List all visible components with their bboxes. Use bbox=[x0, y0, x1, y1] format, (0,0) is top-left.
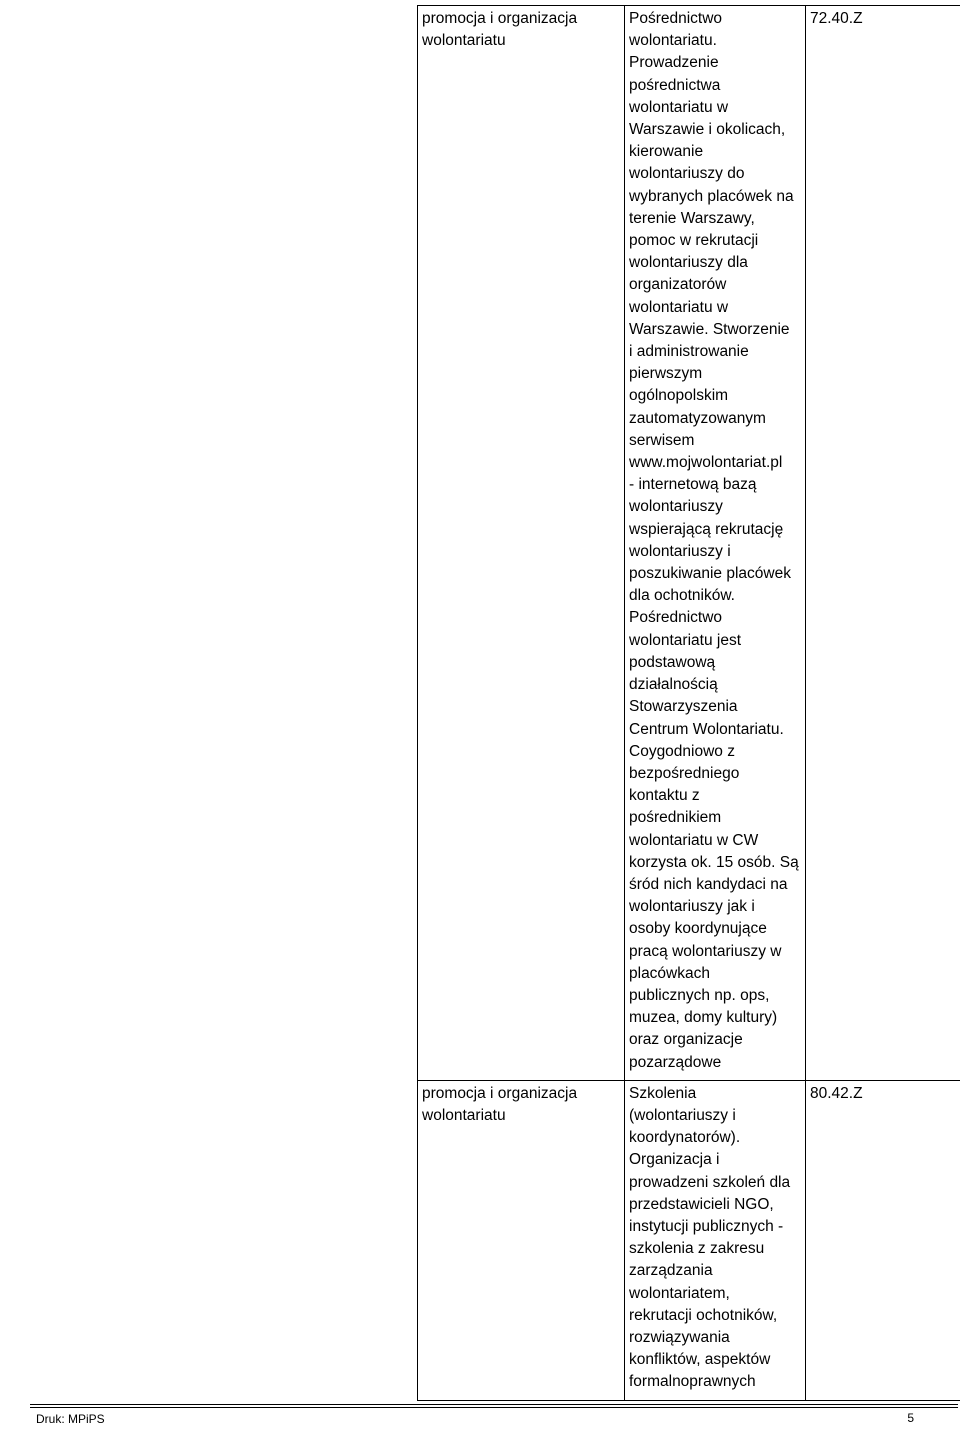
activity-area-cell bbox=[418, 1080, 625, 1400]
footer-print-label: Druk: MPiPS bbox=[36, 1412, 105, 1426]
activity-description-text: Szkolenia (wolontariuszy i koordynatorów). Organizacja i prowadzeni szkoleń dla przedstawicieli NGO, instytucji publicznych - szkolenia z zakresu zarządzania wolontariatem, rekrutacji ochotników, rozwiązywania konfliktów, aspektów formalnoprawnych bbox=[629, 1084, 791, 1391]
activity-code-cell bbox=[806, 6, 960, 1081]
activity-area-text: promocja i organizacja wolontariatu bbox=[422, 10, 578, 50]
table-row bbox=[418, 1080, 960, 1400]
activity-code-text: 80.42.Z bbox=[810, 1084, 863, 1102]
page-number: 5 bbox=[907, 1411, 914, 1425]
activity-description-cell bbox=[625, 6, 806, 1081]
activity-code-text: 72.40.Z bbox=[810, 10, 863, 27]
footer-divider bbox=[30, 1404, 958, 1405]
activity-code-cell bbox=[806, 1080, 960, 1400]
activity-area-cell bbox=[418, 6, 625, 1081]
activity-description-text: Pośrednictwo wolontariatu. Prowadzenie pośrednictwa wolontariatu w Warszawie i okolicach, kierowanie wolontariuszy do wybranych placówek na terenie Warszawy, pomoc w rekrutacji wolontariuszy dla organizatorów wolontariatu w Warszawie. Stworzenie i administrowanie pierwszym ogólnopolskim zautomatyzowanym serwisem www.mojwolontariat.pl - internetową bazą wolontariuszy wspierającą rekrutację wolontariuszy i poszukiwanie placówek dla ochotników. Pośrednictwo wolontariatu jest podstawową działalnością Stowarzyszenia Centrum Wolontariatu. Coygodniowo z bezpośredniego kontaktu z pośrednikiem wolontariatu w CW korzysta ok. 15 osób. Są śród nich kandydaci na wolontariuszy jak i osoby koordynujące pracą wolontariuszy w placówkach publicznych np. ops, muzea, domy kultury) oraz organizacje pozarządowe bbox=[629, 10, 799, 1071]
table-row bbox=[418, 6, 960, 1081]
activities-table bbox=[417, 5, 960, 1401]
activity-description-cell bbox=[625, 1080, 806, 1400]
footer-divider-thin bbox=[30, 1407, 958, 1408]
activity-area-text: promocja i organizacja wolontariatu bbox=[422, 1084, 578, 1124]
